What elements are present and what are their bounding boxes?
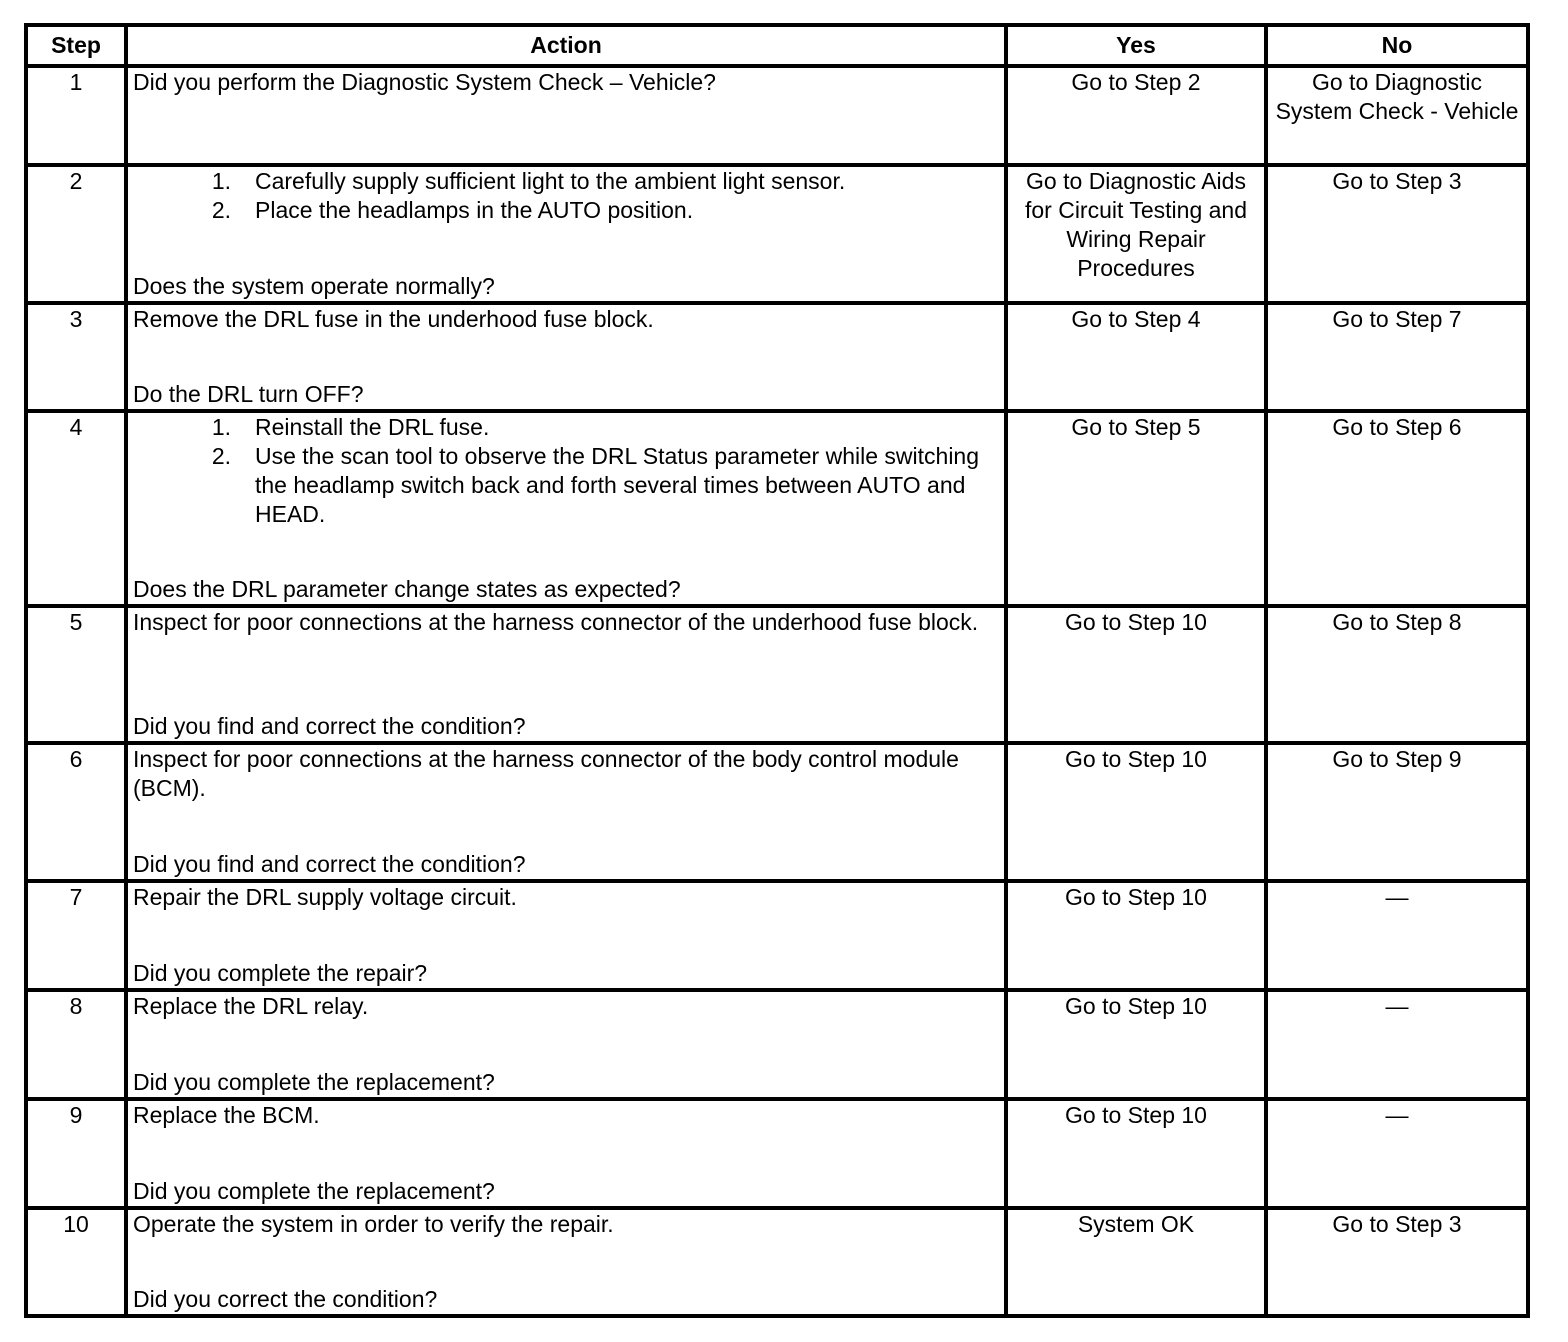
header-row — [26, 25, 1528, 66]
table-row — [26, 606, 1528, 743]
table-row — [26, 743, 1528, 881]
no-result: Go to Diagnostic System Check - Vehicle — [1266, 66, 1528, 165]
list-item: 1. Carefully supply sufficient light to the ambient light sensor. — [211, 168, 846, 194]
yes-result: Go to Step 10 — [1006, 990, 1266, 1099]
yes-result: Go to Step 10 — [1006, 881, 1266, 990]
no-result: Go to Step 8 — [1266, 606, 1528, 743]
action-cell — [126, 1099, 1006, 1208]
action-question: Did you find and correct the condition? — [133, 851, 526, 877]
table-row — [26, 165, 1528, 303]
no-result: Go to Step 3 — [1266, 1208, 1528, 1316]
step-number: 1 — [26, 66, 126, 165]
action-cell — [126, 411, 1006, 606]
yes-result: Go to Diagnostic Aids for Circuit Testing and Wiring Repair Procedures — [1006, 165, 1266, 303]
step-number: 10 — [26, 1208, 126, 1316]
step-number: 2 — [26, 165, 126, 303]
action-question: Did you complete the replacement? — [133, 1178, 495, 1204]
step-number: 4 — [26, 411, 126, 606]
header-step: Step — [26, 25, 126, 66]
table-row — [26, 411, 1528, 606]
table-row — [26, 881, 1528, 990]
yes-result: Go to Step 10 — [1006, 606, 1266, 743]
action-cell — [126, 66, 1006, 165]
action-cell — [126, 606, 1006, 743]
yes-result: System OK — [1006, 1208, 1266, 1316]
no-result: Go to Step 6 — [1266, 411, 1528, 606]
table-row — [26, 990, 1528, 1099]
action-instruction: Replace the DRL relay. — [133, 993, 369, 1019]
no-result: — — [1266, 990, 1528, 1099]
substep-list — [133, 413, 999, 529]
action-cell — [126, 743, 1006, 881]
no-result: Go to Step 9 — [1266, 743, 1528, 881]
yes-result: Go to Step 2 — [1006, 66, 1266, 165]
yes-result: Go to Step 5 — [1006, 411, 1266, 606]
action-instruction: Replace the BCM. — [133, 1102, 320, 1128]
action-instruction: Did you perform the Diagnostic System Check – Vehicle? — [133, 69, 716, 95]
no-result: — — [1266, 1099, 1528, 1208]
action-question: Do the DRL turn OFF? — [133, 381, 364, 407]
header-no: No — [1266, 25, 1528, 66]
list-item: 2. Use the scan tool to observe the DRL Status parameter while switching the headlamp switch back and forth several times between AUTO and HEAD. — [211, 443, 980, 527]
substep-list — [133, 167, 999, 225]
action-question: Does the DRL parameter change states as expected? — [133, 576, 681, 602]
action-instruction: Repair the DRL supply voltage circuit. — [133, 884, 517, 910]
action-question: Did you correct the condition? — [133, 1286, 438, 1312]
step-number: 6 — [26, 743, 126, 881]
step-number: 3 — [26, 303, 126, 411]
action-instruction: Inspect for poor connections at the harness connector of the body control module (BCM). — [133, 746, 959, 801]
step-number: 8 — [26, 990, 126, 1099]
yes-result: Go to Step 10 — [1006, 743, 1266, 881]
action-question: Does the system operate normally? — [133, 273, 495, 299]
action-instruction: Inspect for poor connections at the harness connector of the underhood fuse block. — [133, 609, 979, 635]
yes-result: Go to Step 4 — [1006, 303, 1266, 411]
action-cell — [126, 165, 1006, 303]
action-instruction: Operate the system in order to verify the repair. — [133, 1211, 614, 1237]
action-cell — [126, 990, 1006, 1099]
step-number: 5 — [26, 606, 126, 743]
header-action: Action — [126, 25, 1006, 66]
table-row — [26, 1099, 1528, 1208]
header-yes: Yes — [1006, 25, 1266, 66]
list-item: 2. Place the headlamps in the AUTO position. — [211, 197, 694, 223]
no-result: — — [1266, 881, 1528, 990]
table-row — [26, 1208, 1528, 1316]
yes-result: Go to Step 10 — [1006, 1099, 1266, 1208]
no-result: Go to Step 7 — [1266, 303, 1528, 411]
action-cell — [126, 881, 1006, 990]
table-row — [26, 66, 1528, 165]
table-row — [26, 303, 1528, 411]
action-question: Did you complete the repair? — [133, 960, 428, 986]
no-result: Go to Step 3 — [1266, 165, 1528, 303]
list-item: 1. Reinstall the DRL fuse. — [211, 414, 490, 440]
action-question: Did you complete the replacement? — [133, 1069, 495, 1095]
step-number: 9 — [26, 1099, 126, 1208]
action-instruction: Remove the DRL fuse in the underhood fuse block. — [133, 306, 654, 332]
action-cell — [126, 1208, 1006, 1316]
action-question: Did you find and correct the condition? — [133, 713, 526, 739]
step-number: 7 — [26, 881, 126, 990]
action-cell — [126, 303, 1006, 411]
diagnostic-table — [24, 23, 1530, 1318]
